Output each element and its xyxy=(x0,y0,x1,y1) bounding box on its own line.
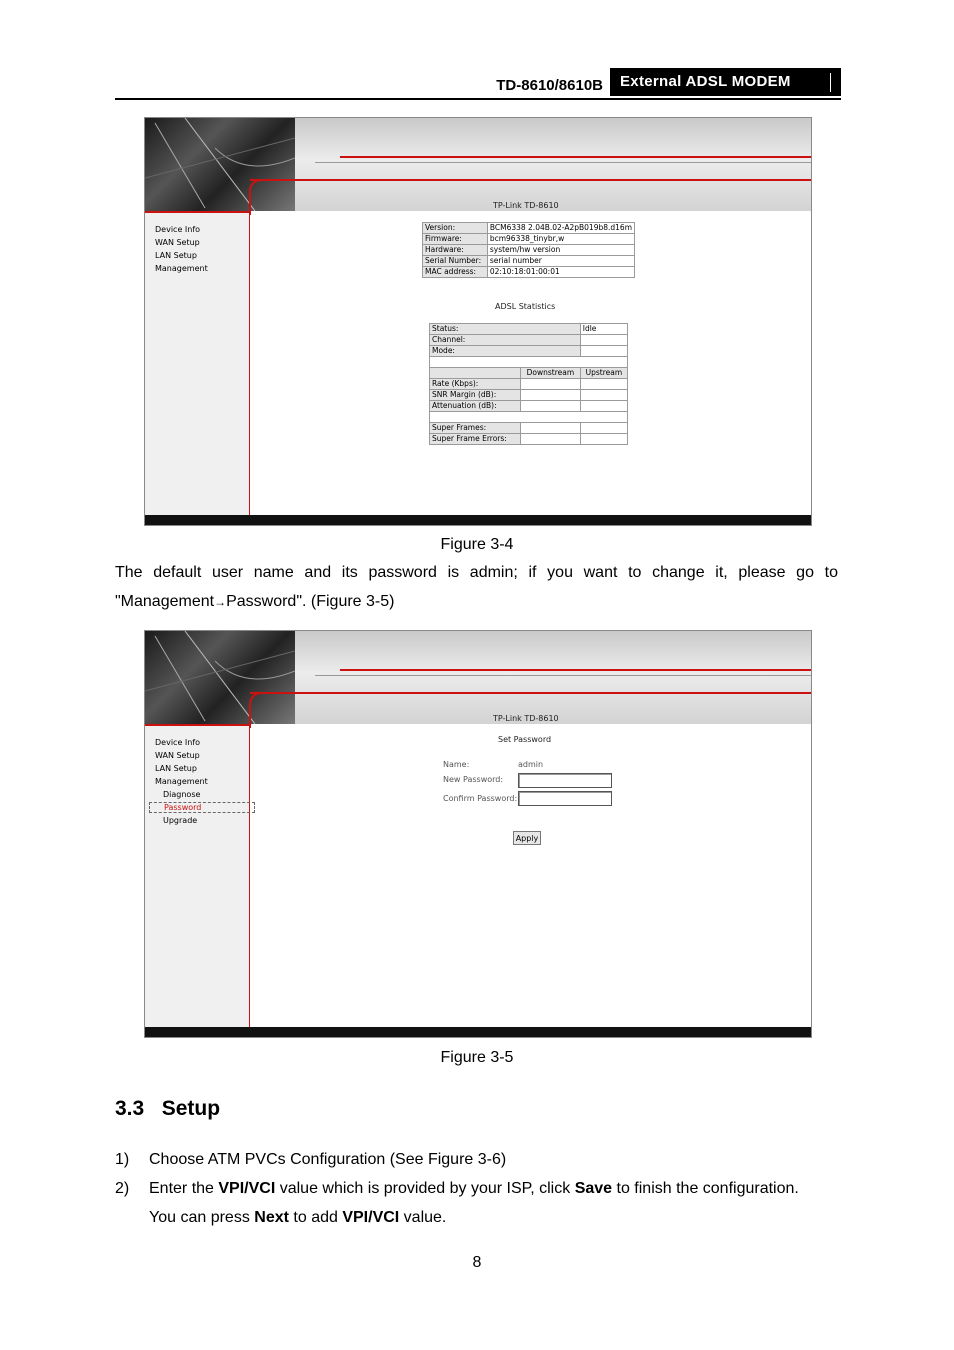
page-number: 8 xyxy=(472,1254,482,1271)
nav-lan-setup[interactable]: LAN Setup xyxy=(155,251,197,260)
page-title: TP-Link TD-8610 xyxy=(493,201,559,210)
nav-management[interactable]: Management xyxy=(155,264,208,273)
set-password-screenshot xyxy=(144,630,812,1038)
table-row xyxy=(430,412,628,423)
nav-lan-setup[interactable]: LAN Setup xyxy=(155,764,197,773)
nav-wan-setup[interactable]: WAN Setup xyxy=(155,238,200,247)
table-row: Downstream Upstream xyxy=(430,368,628,379)
section-title: Setup xyxy=(161,1097,221,1120)
nav-wan-setup[interactable]: WAN Setup xyxy=(155,751,200,760)
name-label: Name: xyxy=(443,760,470,769)
table-row: Version: BCM6338 2.04B.02-A2pB019b8.d16m xyxy=(423,223,635,234)
document-header xyxy=(115,68,841,100)
nav-device-info[interactable]: Device Info xyxy=(155,738,201,747)
section-number: 3.3 xyxy=(115,1097,145,1120)
step-number: 2) xyxy=(115,1180,130,1197)
body-paragraph xyxy=(115,558,838,617)
table-row: Channel: xyxy=(430,335,628,346)
table-row: Mode: xyxy=(430,346,628,357)
nav-diagnose[interactable]: Diagnose xyxy=(163,790,201,799)
new-password-input[interactable] xyxy=(518,773,612,788)
banner-photo xyxy=(145,118,295,211)
adsl-stats-table xyxy=(429,323,628,445)
confirm-password-input[interactable] xyxy=(518,791,612,806)
paragraph-line: "Management→Password". (Figure 3-5) xyxy=(115,593,395,610)
section-heading xyxy=(115,1097,220,1121)
apply-button[interactable]: Apply xyxy=(513,831,541,845)
nav-management[interactable]: Management xyxy=(155,777,208,786)
arrow-icon: → xyxy=(214,595,227,609)
step-number: 1) xyxy=(115,1151,130,1168)
page-title: TP-Link TD-8610 xyxy=(493,714,559,723)
figure-caption: Figure 3-4 xyxy=(440,536,514,553)
sidebar-nav xyxy=(145,211,250,515)
banner-photo xyxy=(145,631,295,724)
step-text: Enter the VPI/VCI value which is provided by your ISP, click Save to finish the configuration. You can press Next to add VPI/VCI value. xyxy=(149,1180,799,1226)
table-row: Rate (Kbps): xyxy=(430,379,628,390)
table-row: Firmware: bcm96338_tinybr,w xyxy=(423,234,635,245)
confirm-password-label: Confirm Password: xyxy=(443,794,518,803)
step-text: Choose ATM PVCs Configuration (See Figure 3-6) xyxy=(149,1151,507,1168)
sidebar-nav xyxy=(145,724,250,1027)
table-row: SNR Margin (dB): xyxy=(430,390,628,401)
product-tag xyxy=(610,68,841,96)
table-row xyxy=(430,357,628,368)
table-row: Attenuation (dB): xyxy=(430,401,628,412)
nav-password[interactable]: Password xyxy=(149,802,255,813)
banner xyxy=(145,631,811,724)
model-name: TD-8610/8610B xyxy=(496,77,603,94)
device-info-table xyxy=(422,222,635,278)
banner xyxy=(145,118,811,211)
product-name: External ADSL MODEM xyxy=(620,73,831,92)
device-info-screenshot xyxy=(144,117,812,526)
figure-caption: Figure 3-5 xyxy=(440,1049,514,1066)
table-row: Hardware: system/hw version xyxy=(423,245,635,256)
table-row: Serial Number: serial number xyxy=(423,256,635,267)
adsl-stats-title: ADSL Statistics xyxy=(495,302,556,311)
table-row: Status: Idle xyxy=(430,324,628,335)
new-password-label: New Password: xyxy=(443,775,504,784)
paragraph-line: The default user name and its password is admin; if you want to change it, please go to xyxy=(115,564,838,581)
set-password-heading: Set Password xyxy=(498,735,552,744)
nav-upgrade[interactable]: Upgrade xyxy=(163,816,198,825)
table-row: Super Frames: xyxy=(430,423,628,434)
name-value: admin xyxy=(518,760,544,769)
table-row: MAC address: 02:10:18:01:00:01 xyxy=(423,267,635,278)
nav-device-info[interactable]: Device Info xyxy=(155,225,201,234)
table-row: Super Frame Errors: xyxy=(430,434,628,445)
